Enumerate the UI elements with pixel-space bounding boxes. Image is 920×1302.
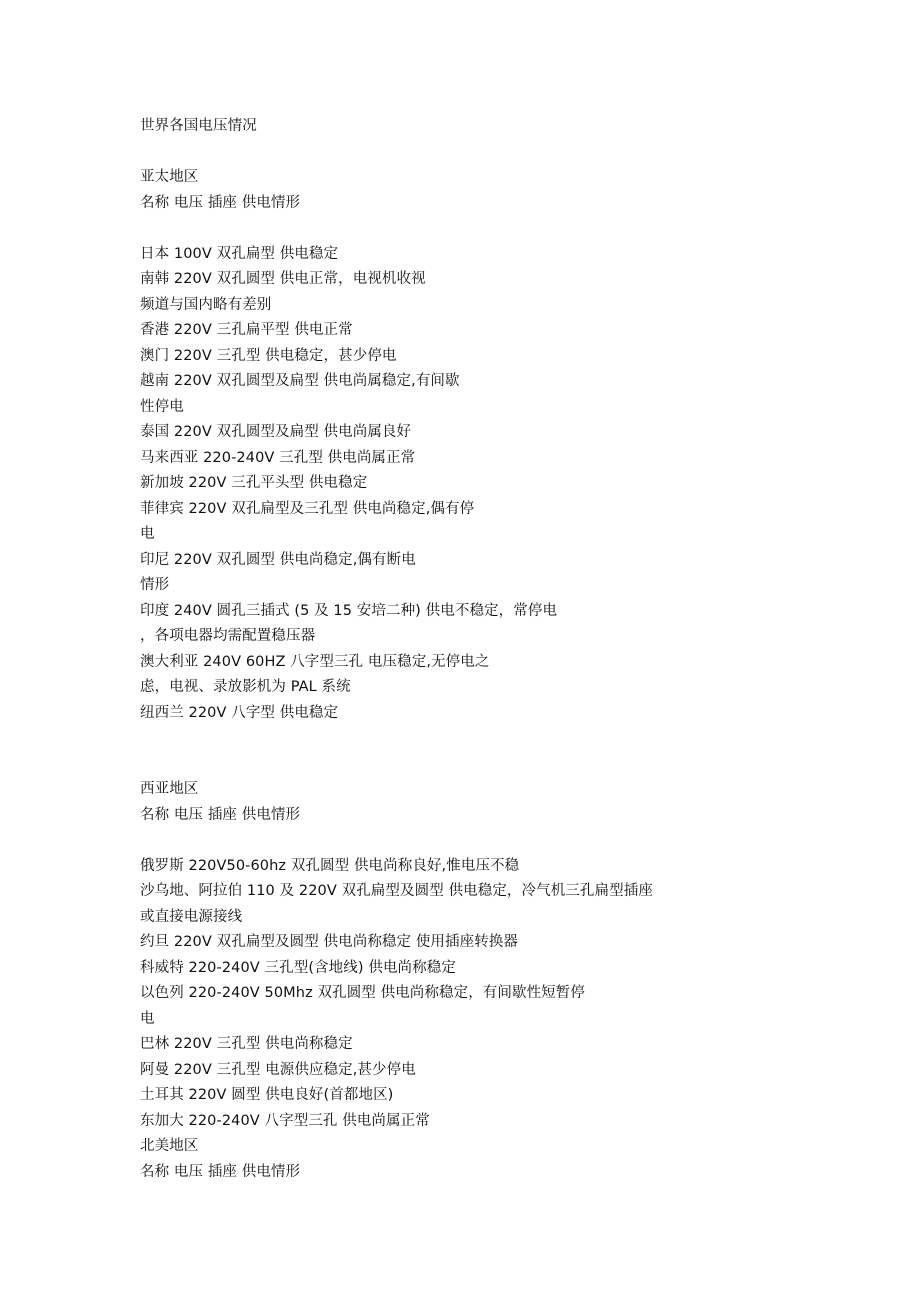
list-item: 性停电 xyxy=(140,398,184,415)
column-headers-west-asia: 名称 电压 插座 供电情形 xyxy=(140,806,301,823)
list-item: 频道与国内略有差别 xyxy=(140,296,272,313)
list-item: 东加大 220-240V 八字型三孔 供电尚属正常 xyxy=(140,1112,430,1129)
list-item: 日本 100V 双孔扁型 供电稳定 xyxy=(140,245,339,262)
section-heading-west-asia: 西亚地区 xyxy=(140,781,199,797)
list-item: 澳门 220V 三孔型 供电稳定，甚少停电 xyxy=(140,347,397,364)
list-item: 南韩 220V 双孔圆型 供电正常，电视机收视 xyxy=(140,271,426,287)
list-item: 巴林 220V 三孔型 供电尚称稳定 xyxy=(140,1036,353,1052)
list-item: 以色列 220-240V 50Mhz 双孔圆型 供电尚称稳定，有间歇性短暂停 xyxy=(140,985,585,1001)
list-item: 印度 240V 圆孔三插式 (5 及 15 安培二种) 供电不稳定，常停电 xyxy=(140,602,558,619)
list-item: 情形 xyxy=(140,577,170,593)
list-item: 虑，电视、录放影机为 PAL 系统 xyxy=(140,679,351,695)
list-item: ，各项电器均需配置稳压器 xyxy=(140,628,316,644)
document-body xyxy=(140,114,860,1185)
list-item: 土耳其 220V 圆型 供电良好(首都地区) xyxy=(140,1087,394,1103)
spacer xyxy=(140,828,860,854)
list-item: 沙乌地、阿拉伯 110 及 220V 双孔扁型及圆型 供电稳定，冷气机三孔扁型插座 xyxy=(140,883,653,899)
list-item: 科威特 220-240V 三孔型(含地线) 供电尚称稳定 xyxy=(140,959,456,976)
list-item: 越南 220V 双孔圆型及扁型 供电尚属稳定,有间歇 xyxy=(140,373,460,389)
column-headers-north-america: 名称 电压 插座 供电情形 xyxy=(140,1163,301,1180)
document-title: 世界各国电压情况 xyxy=(140,118,257,134)
list-item: 约旦 220V 双孔扁型及圆型 供电尚称稳定 使用插座转换器 xyxy=(140,934,519,950)
list-item: 香港 220V 三孔扁平型 供电正常 xyxy=(140,322,353,338)
spacer xyxy=(140,726,860,777)
column-headers-asia-pacific: 名称 电压 插座 供电情形 xyxy=(140,194,301,211)
list-item: 电 xyxy=(140,1010,155,1027)
list-item: 纽西兰 220V 八字型 供电稳定 xyxy=(140,704,339,721)
list-item: 新加坡 220V 三孔平头型 供电稳定 xyxy=(140,475,368,491)
list-item: 阿曼 220V 三孔型 电源供应稳定,甚少停电 xyxy=(140,1061,416,1078)
list-item: 菲律宾 220V 双孔扁型及三孔型 供电尚稳定,偶有停 xyxy=(140,500,475,517)
list-item: 俄罗斯 220V50-60hz 双孔圆型 供电尚称良好,惟电压不稳 xyxy=(140,857,520,874)
list-item: 马来西亚 220-240V 三孔型 供电尚属正常 xyxy=(140,449,416,466)
list-item: 电 xyxy=(140,526,155,542)
spacer xyxy=(140,216,860,242)
list-item: 澳大利亚 240V 60HZ 八字型三孔 电压稳定,无停电之 xyxy=(140,653,490,670)
section-heading-asia-pacific: 亚太地区 xyxy=(140,169,199,185)
list-item: 或直接电源接线 xyxy=(140,908,243,925)
list-item: 印尼 220V 双孔圆型 供电尚稳定,偶有断电 xyxy=(140,551,416,568)
section-heading-north-america: 北美地区 xyxy=(140,1138,199,1154)
list-item: 泰国 220V 双孔圆型及扁型 供电尚属良好 xyxy=(140,424,412,440)
spacer xyxy=(140,140,860,166)
